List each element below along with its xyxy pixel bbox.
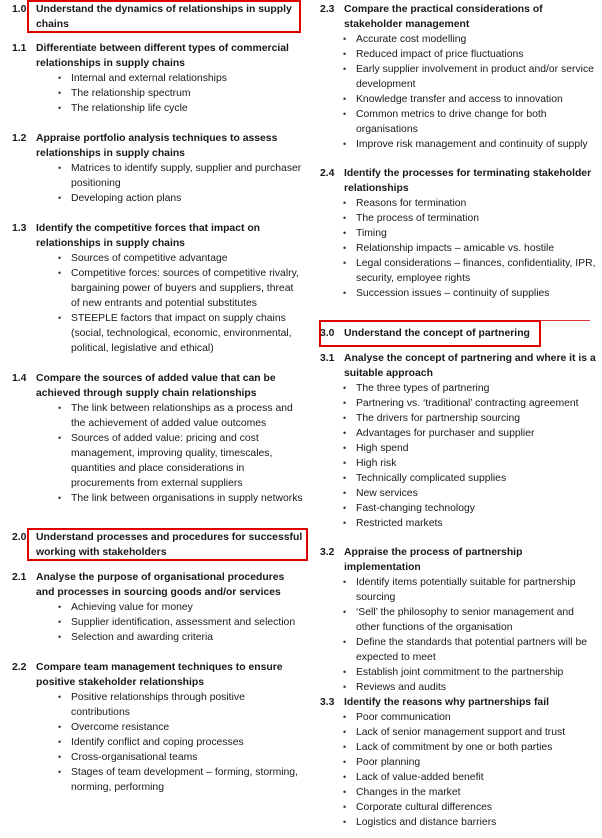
list-item: • Accurate cost modelling xyxy=(315,32,602,47)
bullet-list xyxy=(0,71,310,116)
section-number: 3.3 xyxy=(320,697,335,708)
list-item: • The drivers for partnership sourcing xyxy=(315,411,602,426)
section-2-3 xyxy=(315,2,602,152)
list-item: • Cross-organisational teams xyxy=(0,750,310,765)
list-item: • Changes in the market xyxy=(315,785,602,800)
bullet-list xyxy=(0,251,310,356)
list-item: • Sources of competitive advantage xyxy=(0,251,310,266)
list-item: • The relationship life cycle xyxy=(0,101,310,116)
section-title: Differentiate between different types of commercial relationships in supply chains xyxy=(36,43,289,69)
section-title: Identify the reasons why partnerships fail xyxy=(344,697,549,708)
section-number: 1.1 xyxy=(12,43,27,54)
list-item: • Fast-changing technology xyxy=(315,501,602,516)
section-title: Appraise portfolio analysis techniques to assess relationships in supply chains xyxy=(36,133,278,159)
list-item: • Relationship impacts – amicable vs. hostile xyxy=(315,241,602,256)
list-item: • The process of termination xyxy=(315,211,602,226)
list-item: • Technically complicated supplies xyxy=(315,471,602,486)
section-2-0 xyxy=(0,530,310,560)
list-item: • The relationship spectrum xyxy=(0,86,310,101)
list-item: • Succession issues – continuity of supplies xyxy=(315,286,602,301)
list-item: • Sources of added value: pricing and cost management, improving quality, timescales, quantities and place considerations in procurements from external suppliers xyxy=(0,431,310,491)
section-3-3 xyxy=(315,695,602,830)
list-item: • Selection and awarding criteria xyxy=(0,630,310,645)
section-number: 1.2 xyxy=(12,133,27,144)
list-item: • Developing action plans xyxy=(0,191,310,206)
section-3-1 xyxy=(315,351,602,531)
section-2-2 xyxy=(0,660,310,795)
list-item: • Lack of commitment by one or both parties xyxy=(315,740,602,755)
list-item: • Establish joint commitment to the partnership xyxy=(315,665,602,680)
list-item: • Early supplier involvement in product and/or service development xyxy=(315,62,602,92)
list-item: • Knowledge transfer and access to innovation xyxy=(315,92,602,107)
list-item: • The link between relationships as a process and the achievement of added value outcomes xyxy=(0,401,310,431)
bullet-list xyxy=(0,690,310,795)
section-number: 2.4 xyxy=(320,168,335,179)
section-number: 1.3 xyxy=(12,223,27,234)
list-item: • Reviews and audits xyxy=(315,680,602,695)
list-item: • Matrices to identify supply, supplier and purchaser positioning xyxy=(0,161,310,191)
list-item: • Define the standards that potential partners will be expected to meet xyxy=(315,635,602,665)
list-item: • Competitive forces: sources of competitive rivalry, bargaining power of buyers and suppliers, threat of new entrants and potential substitutes xyxy=(0,266,310,311)
section-title: Analyse the purpose of organisational procedures and processes in sourcing goods and/or services xyxy=(36,572,285,598)
list-item: • Internal and external relationships xyxy=(0,71,310,86)
section-title: Understand the dynamics of relationships in supply chains xyxy=(36,4,292,30)
bullet-list xyxy=(315,32,602,152)
section-number: 1.4 xyxy=(12,373,27,384)
section-1-4 xyxy=(0,371,310,506)
section-1-0 xyxy=(0,2,310,32)
list-item: • High risk xyxy=(315,456,602,471)
list-item: • Improve risk management and continuity of supply xyxy=(315,137,602,152)
section-title: Appraise the process of partnership implementation xyxy=(344,547,523,573)
list-item: • Restricted markets xyxy=(315,516,602,531)
list-item: • Lack of value-added benefit xyxy=(315,770,602,785)
section-2-1 xyxy=(0,570,310,645)
section-1-2 xyxy=(0,131,310,206)
section-number: 2.2 xyxy=(12,662,27,673)
section-title: Compare the practical considerations of stakeholder management xyxy=(344,4,543,30)
section-title: Analyse the concept of partnering and where it is a suitable approach xyxy=(344,353,596,379)
section-number: 3.2 xyxy=(320,547,335,558)
list-item: • Overcome resistance xyxy=(0,720,310,735)
list-item: • The three types of partnering xyxy=(315,381,602,396)
list-item: • Achieving value for money xyxy=(0,600,310,615)
list-item: • Logistics and distance barriers xyxy=(315,815,602,830)
section-1-3 xyxy=(0,221,310,356)
list-item: • Partnering vs. ‘traditional’ contracting agreement xyxy=(315,396,602,411)
list-item: • Identify items potentially suitable for partnership sourcing xyxy=(315,575,602,605)
section-title: Identify the competitive forces that impact on relationships in supply chains xyxy=(36,223,261,249)
section-title: Understand processes and procedures for successful working with stakeholders xyxy=(36,532,303,558)
section-3-0 xyxy=(315,326,602,341)
list-item: • High spend xyxy=(315,441,602,456)
section-number: 2.1 xyxy=(12,572,27,583)
section-number: 3.0 xyxy=(320,328,335,339)
list-item: • Poor planning xyxy=(315,755,602,770)
list-item: • Supplier identification, assessment and selection xyxy=(0,615,310,630)
bullet-list xyxy=(0,401,310,506)
list-item: • Poor communication xyxy=(315,710,602,725)
list-item: • ‘Sell’ the philosophy to senior management and other functions of the organisation xyxy=(315,605,602,635)
bullet-list xyxy=(0,161,310,206)
section-3-2 xyxy=(315,545,602,695)
bullet-list xyxy=(0,600,310,645)
section-number: 3.1 xyxy=(320,353,335,364)
list-item: • Reasons for termination xyxy=(315,196,602,211)
section-number: 1.0 xyxy=(12,4,27,15)
section-1-1 xyxy=(0,41,310,116)
list-item: • Reduced impact of price fluctuations xyxy=(315,47,602,62)
bullet-list xyxy=(315,710,602,830)
bullet-list xyxy=(315,196,602,301)
list-item: • The link between organisations in supply networks xyxy=(0,491,310,506)
bullet-list xyxy=(315,575,602,695)
list-item: • Positive relationships through positive contributions xyxy=(0,690,310,720)
section-title: Identify the processes for terminating stakeholder relationships xyxy=(344,168,592,194)
section-2-4 xyxy=(315,166,602,301)
section-number: 2.0 xyxy=(12,532,27,543)
list-item: • Timing xyxy=(315,226,602,241)
list-item: • Lack of senior management support and trust xyxy=(315,725,602,740)
section-number: 2.3 xyxy=(320,4,335,15)
list-item: • Advantages for purchaser and supplier xyxy=(315,426,602,441)
list-item: • Identify conflict and coping processes xyxy=(0,735,310,750)
list-item: • Corporate cultural differences xyxy=(315,800,602,815)
section-title: Understand the concept of partnering xyxy=(344,328,530,339)
list-item: • Stages of team development – forming, storming, norming, performing xyxy=(0,765,310,795)
bullet-list xyxy=(315,381,602,531)
list-item: • STEEPLE factors that impact on supply chains (social, technological, economic, environmental, political, legislative and ethical) xyxy=(0,311,310,356)
list-item: • New services xyxy=(315,486,602,501)
section-title: Compare the sources of added value that can be achieved through supply chain relationships xyxy=(36,373,276,399)
list-item: • Common metrics to drive change for both organisations xyxy=(315,107,602,137)
section-title: Compare team management techniques to ensure positive stakeholder relationships xyxy=(36,662,283,688)
list-item: • Legal considerations – finances, confidentiality, IPR, security, employee rights xyxy=(315,256,602,286)
